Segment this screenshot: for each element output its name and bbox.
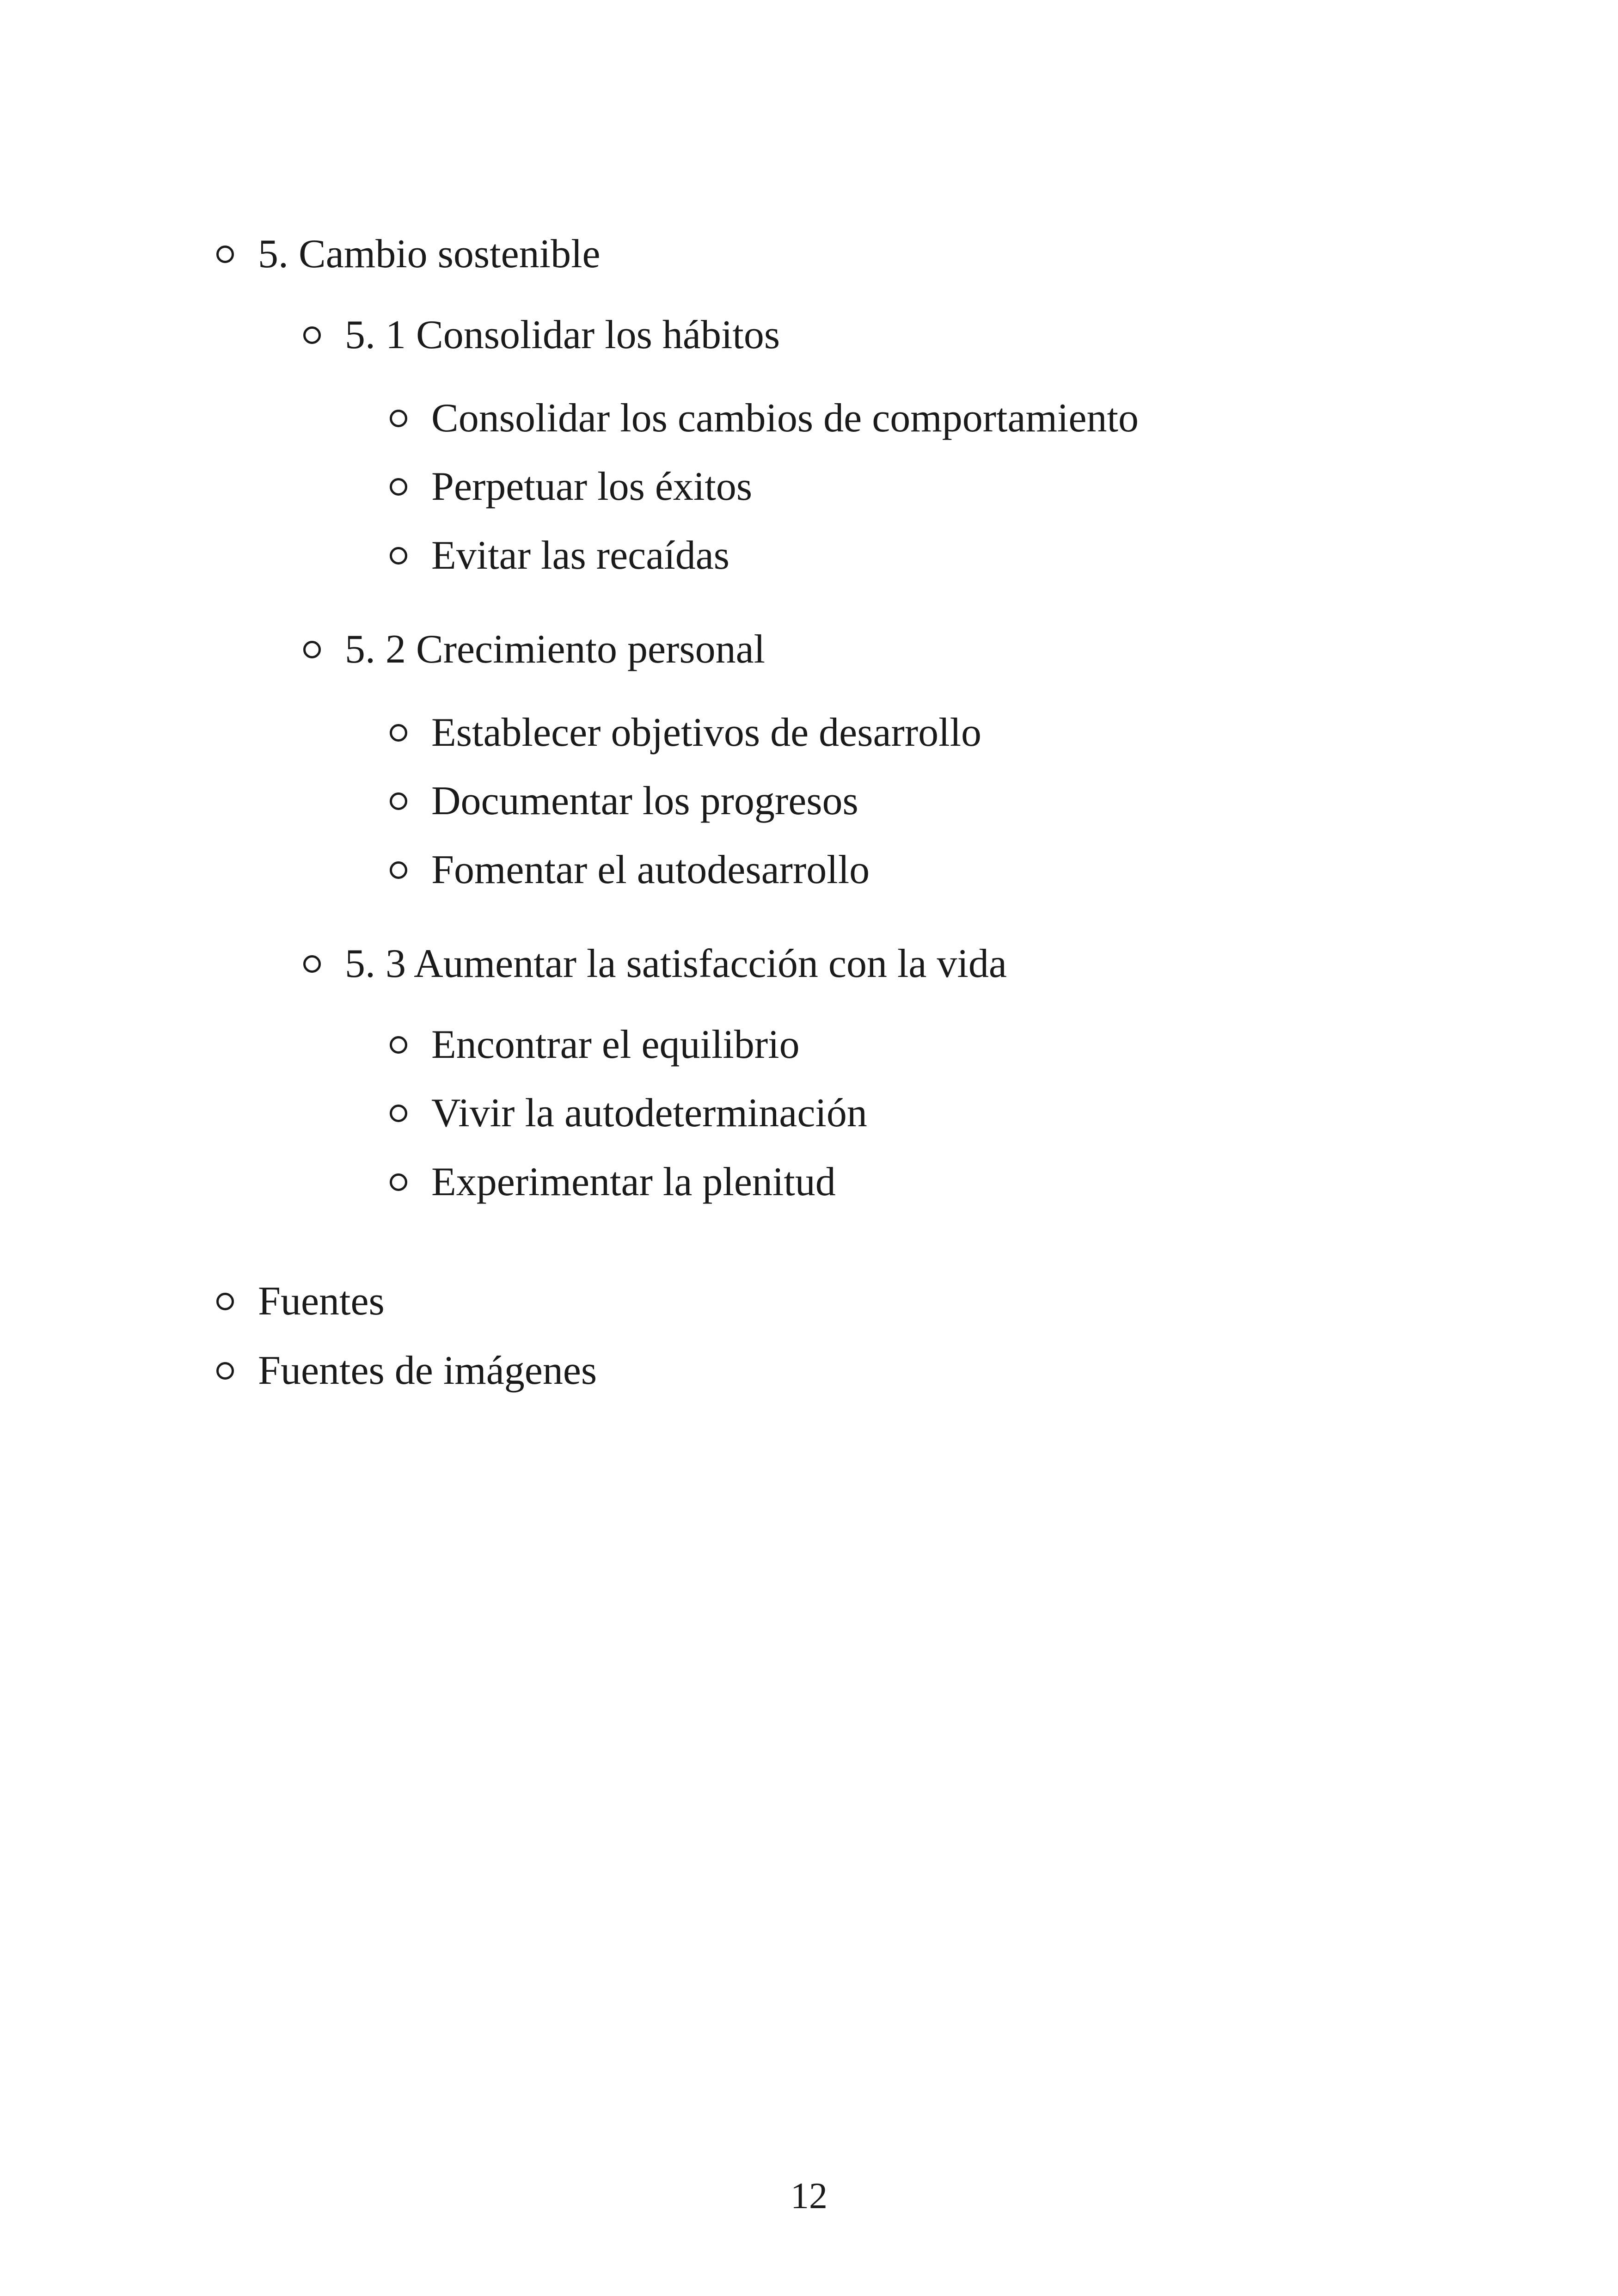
toc-item-label: 5. 2 Crecimiento personal: [345, 627, 766, 672]
toc-item-encontrar-equilibrio: [390, 1019, 800, 1070]
toc-item-documentar-progresos: [390, 776, 858, 827]
toc-item-vivir-autodeterminacion: [390, 1088, 867, 1139]
hollow-circle-bullet-icon: [390, 410, 407, 427]
toc-item-label: Fomentar el autodesarrollo: [431, 847, 870, 892]
toc-item-fuentes-imagenes: [216, 1345, 597, 1396]
hollow-circle-bullet-icon: [390, 478, 407, 496]
hollow-circle-bullet-icon: [303, 955, 321, 973]
hollow-circle-bullet-icon: [390, 724, 407, 742]
toc-item-experimentar-plenitud: [390, 1157, 836, 1208]
toc-item-evitar-recaidas: [390, 530, 729, 581]
toc-item-label: Perpetuar los éxitos: [431, 464, 753, 509]
toc-item-label: Fuentes de imágenes: [258, 1348, 597, 1393]
hollow-circle-bullet-icon: [303, 641, 321, 658]
hollow-circle-bullet-icon: [216, 246, 234, 263]
toc-item-consolidar-habitos: [303, 310, 780, 361]
toc-item-label: Experimentar la plenitud: [431, 1160, 836, 1204]
toc-item-label: Documentar los progresos: [431, 779, 858, 823]
toc-item-aumentar-satisfaccion: [303, 939, 1007, 989]
toc-item-label: Evitar las recaídas: [431, 533, 730, 578]
toc-item-label: 5. 1 Consolidar los hábitos: [345, 313, 780, 357]
toc-item-fomentar-autodesarrollo: [390, 845, 870, 896]
hollow-circle-bullet-icon: [390, 547, 407, 565]
hollow-circle-bullet-icon: [390, 1105, 407, 1122]
hollow-circle-bullet-icon: [390, 792, 407, 810]
toc-item-label: Consolidar los cambios de comportamiento: [431, 396, 1139, 441]
toc-item-fuentes: [216, 1276, 385, 1327]
toc-item-label: Establecer objetivos de desarrollo: [431, 710, 982, 755]
toc-item-label: Fuentes: [258, 1279, 385, 1324]
toc-item-label: Encontrar el equilibrio: [431, 1022, 800, 1067]
toc-item-label: Vivir la autodeterminación: [431, 1091, 867, 1136]
hollow-circle-bullet-icon: [216, 1293, 234, 1310]
toc-item-cambio-sostenible: [216, 229, 601, 280]
toc-item-perpetuar-exitos: [390, 461, 752, 512]
toc-item-label: 5. Cambio sostenible: [258, 232, 601, 276]
hollow-circle-bullet-icon: [390, 1036, 407, 1054]
toc-item-establecer-objetivos: [390, 707, 981, 758]
toc-item-consolidar-cambios: [390, 393, 1139, 444]
hollow-circle-bullet-icon: [390, 861, 407, 879]
hollow-circle-bullet-icon: [303, 326, 321, 344]
hollow-circle-bullet-icon: [390, 1173, 407, 1191]
toc-item-crecimiento-personal: [303, 624, 765, 675]
page-number: 12: [791, 2176, 827, 2216]
hollow-circle-bullet-icon: [216, 1362, 234, 1380]
toc-item-label: 5. 3 Aumentar la satisfacción con la vida: [345, 941, 1007, 986]
